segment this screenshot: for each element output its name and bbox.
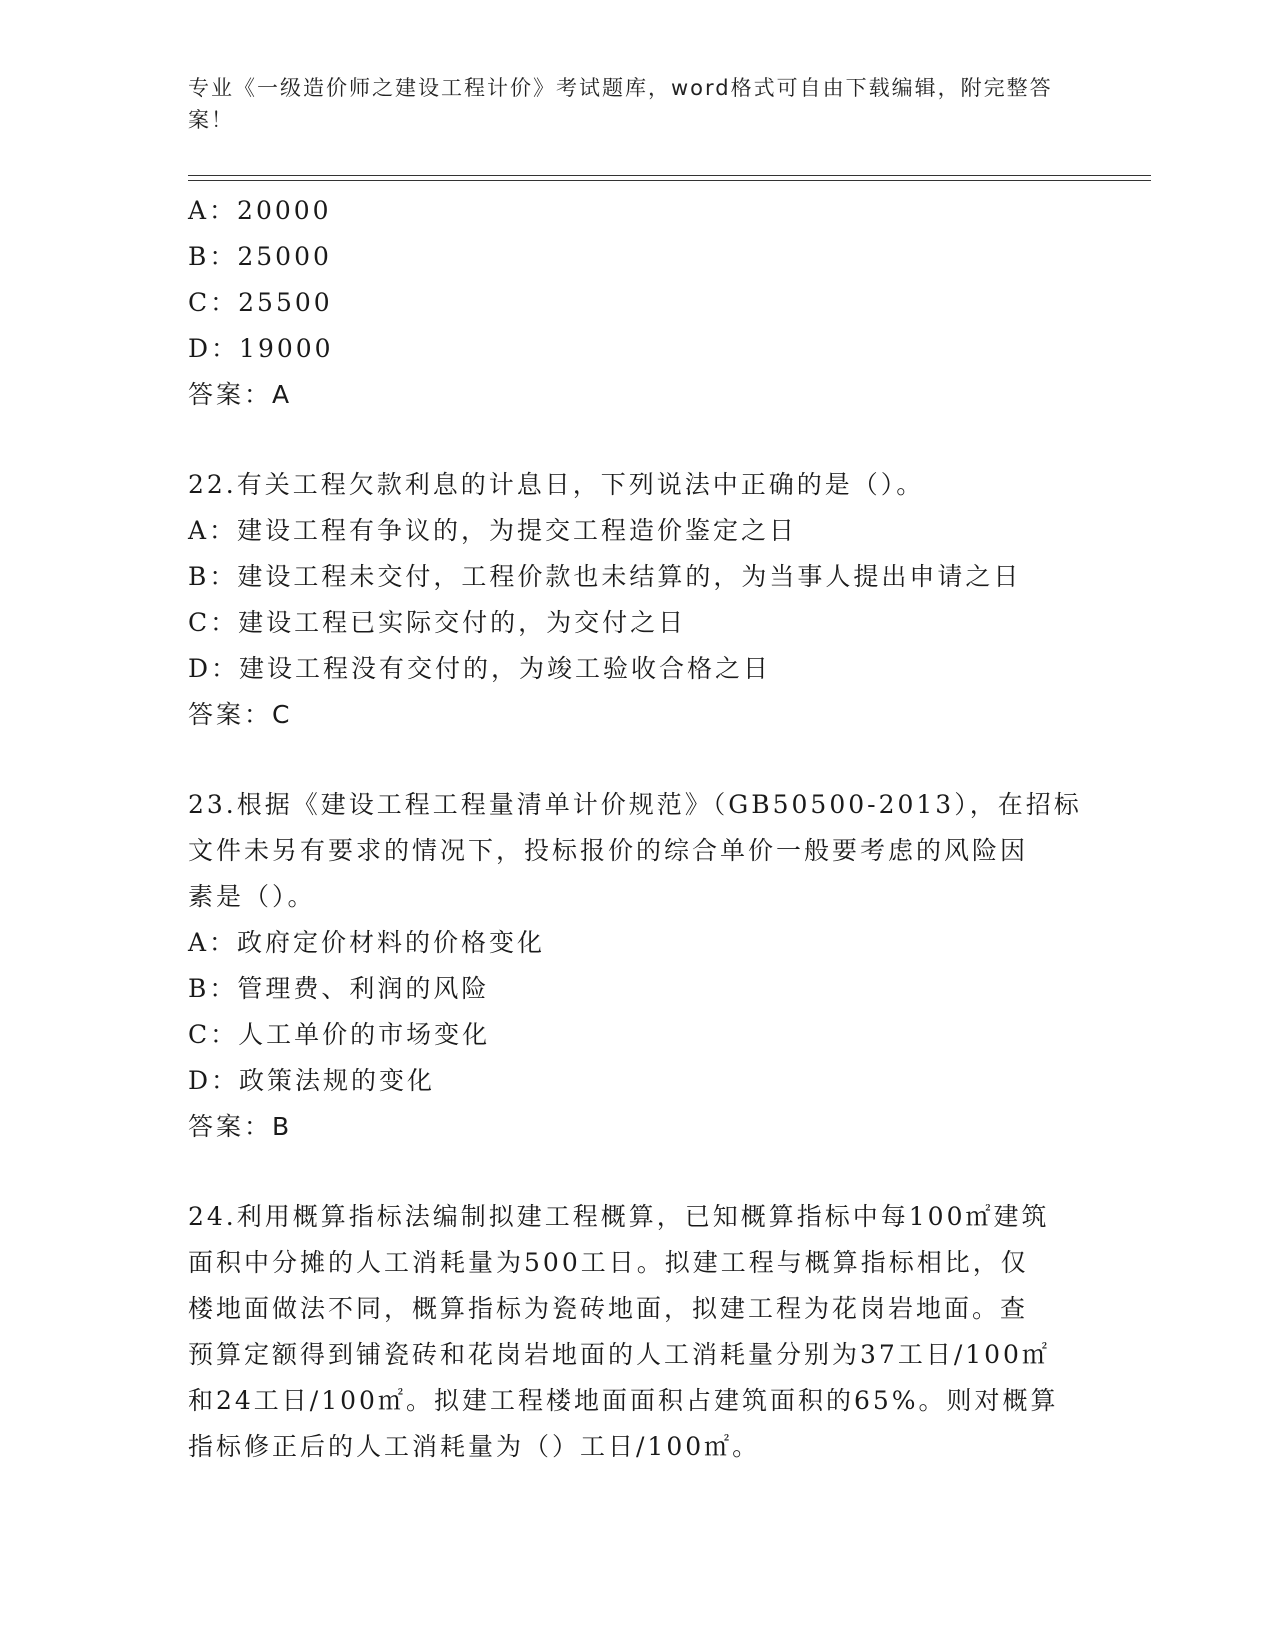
question-23-stem-line-2: 文件未另有要求的情况下，投标报价的综合单价一般要考虑的风险因 <box>188 836 1029 865</box>
option-c: C：25500 <box>188 288 333 317</box>
q23-option-a: A：政府定价材料的价格变化 <box>188 928 546 957</box>
option-b: B：25000 <box>188 242 332 271</box>
answer-line: 答案：A <box>188 380 293 409</box>
spacer <box>188 738 1068 782</box>
q22-option-a: A：建设工程有争议的，为提交工程造价鉴定之日 <box>188 516 798 545</box>
question-24-stem-line-2: 面积中分摊的人工消耗量为500工日。拟建工程与概算指标相比，仅 <box>188 1248 1029 1277</box>
question-content <box>188 188 1082 1470</box>
page-header: 专业《一级造价师之建设工程计价》考试题库，word格式可自由下载编辑，附完整答案！ <box>188 76 1053 132</box>
q22-option-b: B：建设工程未交付，工程价款也未结算的，为当事人提出申请之日 <box>188 562 1022 591</box>
q23-option-d: D：政策法规的变化 <box>188 1066 436 1095</box>
q22-option-c: C：建设工程已实际交付的，为交付之日 <box>188 608 687 637</box>
question-23-stem-line-1: 23.根据《建设工程工程量清单计价规范》（GB50500-2013），在招标 <box>188 790 1082 819</box>
question-24-stem-line-1: 24.利用概算指标法编制拟建工程概算，已知概算指标中每100㎡建筑 <box>188 1202 1050 1231</box>
q22-answer: 答案：C <box>188 700 293 729</box>
q23-option-c: C：人工单价的市场变化 <box>188 1020 491 1049</box>
q22-option-d: D：建设工程没有交付的，为竣工验收合格之日 <box>188 654 772 683</box>
question-23-stem-line-3: 素是（）。 <box>188 882 316 911</box>
question-24-stem-line-4: 预算定额得到铺瓷砖和花岗岩地面的人工消耗量分别为37工日/100㎡ <box>188 1340 1050 1369</box>
header-divider-bottom <box>188 180 1151 181</box>
option-d: D：19000 <box>188 334 334 363</box>
spacer <box>188 418 1068 462</box>
question-24-stem-line-6: 指标修正后的人工消耗量为（）工日/100㎡。 <box>188 1432 761 1461</box>
question-22-stem: 22.有关工程欠款利息的计息日，下列说法中正确的是（）。 <box>188 470 925 499</box>
q23-option-b: B：管理费、利润的风险 <box>188 974 490 1003</box>
question-24-stem-line-5: 和24工日/100㎡。拟建工程楼地面面积占建筑面积的65%。则对概算 <box>188 1386 1059 1415</box>
header-divider-top <box>188 175 1151 176</box>
question-24-stem-line-3: 楼地面做法不同，概算指标为瓷砖地面，拟建工程为花岗岩地面。查 <box>188 1294 1029 1323</box>
option-a: A：20000 <box>188 196 332 225</box>
q23-answer: 答案：B <box>188 1112 293 1141</box>
spacer <box>188 1150 1068 1194</box>
